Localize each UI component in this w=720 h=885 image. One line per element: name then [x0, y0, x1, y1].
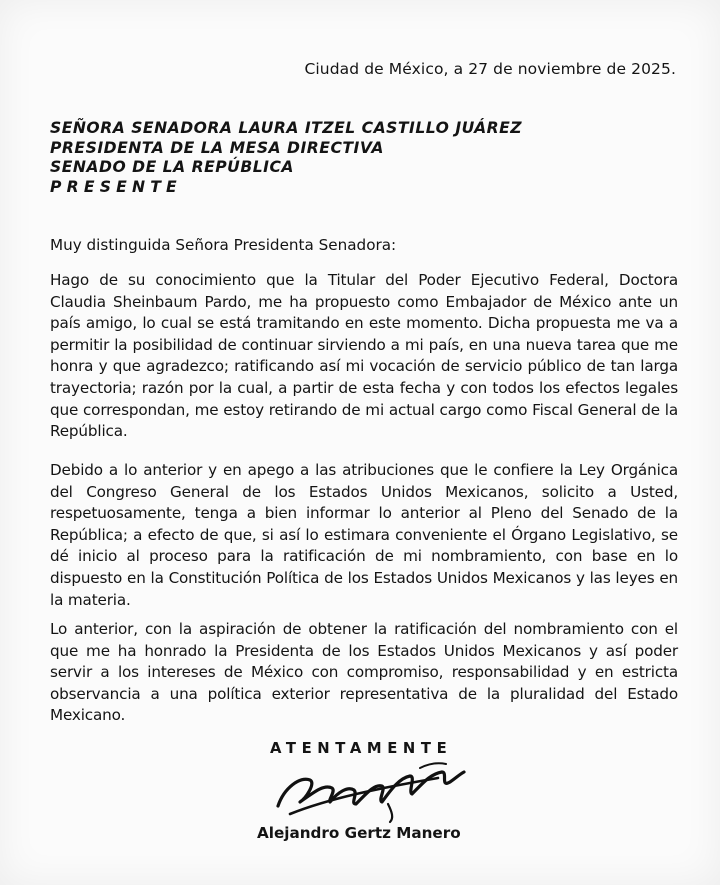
addressee-presente: PRESENTE — [50, 177, 182, 196]
paragraph-3: Lo anterior, con la aspiración de obtener la ratificación del nombramiento con el que me ha honrado la Presidenta de los Estados Unidos Mexicanos y así poder servir a los intereses de México con compromiso, responsabilidad y en estricta observancia a una política exterior representativa de la pluralidad del Estado Mexicano. — [50, 620, 678, 725]
paragraph-1: Hago de su conocimiento que la Titular del Poder Ejecutivo Federal, Doctora Claudia Sheinbaum Pardo, me ha propuesto como Embajador de México ante un país amigo, lo cual se está tramitando en este momento. Dicha propuesta me va a permitir la posibilidad de continuar sirviendo a mi país, en una nueva tarea que me honra y que agradezco; ratificando así mi vocación de servicio público de tan larga trayectoria; razón por la cual, a partir de esta fecha y con todos los efectos legales que correspondan, me estoy retirando de mi actual cargo como Fiscal General de la República. — [50, 271, 678, 441]
addressee-title: PRESIDENTA DE LA MESA DIRECTIVA — [50, 138, 384, 157]
signature-image — [270, 758, 470, 828]
addressee-institution: SENADO DE LA REPÚBLICA — [50, 158, 294, 176]
signer-name: Alejandro Gertz Manero — [257, 824, 461, 842]
salutation: Muy distinguida Señora Presidenta Senadora: — [50, 236, 397, 254]
paragraph-2: Debido a lo anterior y en apego a las atribuciones que le confiere la Ley Orgánica del Congreso General de los Estados Unidos Mexicanos, solicito a Usted, respetuosamente, tenga a bien informar lo anterior al Pleno del Senado de la República; a efecto de que, si así lo estimara conveniente el Órgano Legislativo, se dé inicio al proceso para la ratificación de mi nombramiento, con base en lo dispuesto en la Constitución Política de los Estados Unidos Mexicanos y las leyes en la materia. — [50, 461, 678, 609]
closing: ATENTAMENTE — [270, 740, 453, 757]
date-line: Ciudad de México, a 27 de noviembre de 2025. — [304, 60, 676, 78]
addressee-name: SEÑORA SENADORA LAURA ITZEL CASTILLO JUÁREZ — [50, 119, 523, 137]
addressee-block — [50, 119, 522, 197]
